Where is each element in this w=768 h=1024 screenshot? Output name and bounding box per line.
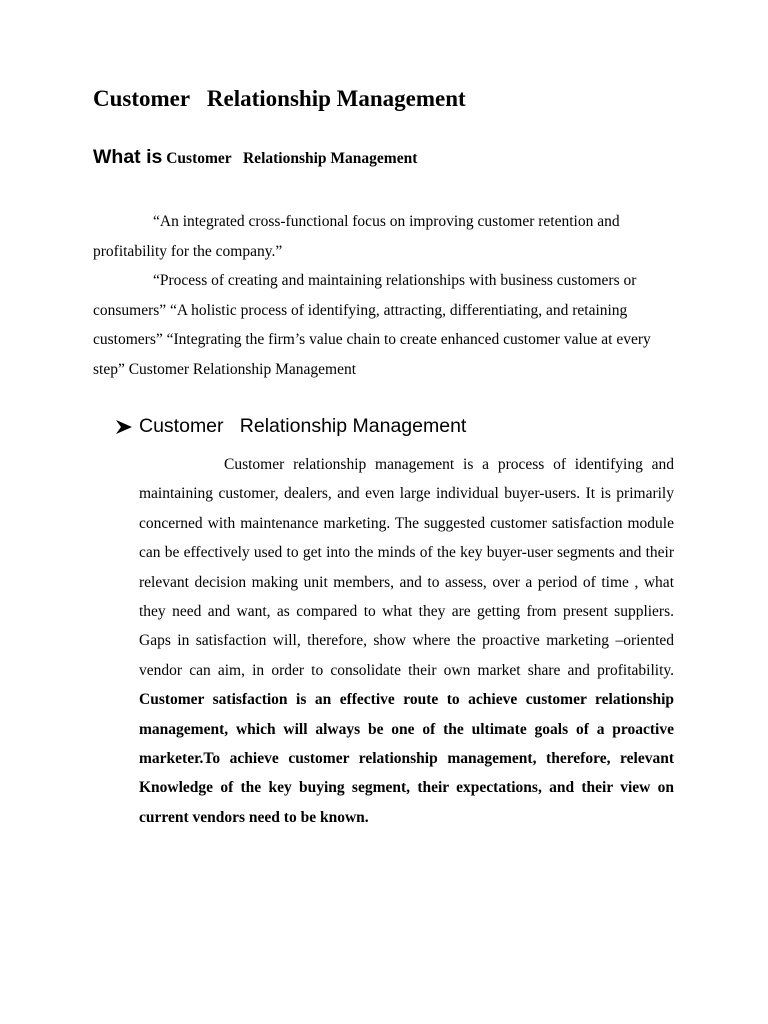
quote-paragraph-2: “Process of creating and maintaining relationships with business customers or consumers” “A holistic process of identifying, attracting, differentiating, and retaining customers” “Integrating the firm’s value chain to create enhanced customer value at every step” Customer Relationship Management bbox=[93, 272, 651, 378]
section-body-text: Customer relationship management is a process of identifying and maintaining customer, dealers, and even large individual buyer-users. It is primarily concerned with maintenance marketing. The suggested customer satisfaction module can be effectively used to get into the minds of the key buyer-user segments and their relevant decision making unit members, and to assess, over a period of time , what they need and want, as compared to what they are getting from present suppliers. Gaps in satisfaction will, therefore, show where the proactive marketing –oriented vendor can aim, in order to consolidate their own market share and profitability. bbox=[139, 456, 674, 679]
subtitle-lead: What is bbox=[93, 146, 163, 168]
subtitle-topic: Customer Relationship Management bbox=[162, 150, 418, 167]
page-title: Customer Relationship Management bbox=[93, 86, 466, 111]
arrow-bullet-icon bbox=[115, 419, 133, 435]
section-body-emphasis: Customer satisfaction is an effective route to achieve customer relationship management, which will always be one of the ultimate goals of a proactive marketer.To achieve customer relationship management, therefore, relevant Knowledge of the key buying segment, their expectations, and their view on current vendors need to be known. bbox=[139, 691, 674, 826]
quote-paragraph-1: “An integrated cross-functional focus on improving customer retention and profitability for the company.” bbox=[93, 213, 620, 260]
section-body bbox=[139, 450, 674, 832]
intro-quotes bbox=[93, 207, 683, 384]
section-heading bbox=[115, 415, 466, 438]
page-subtitle bbox=[93, 143, 417, 170]
section-heading-text: Customer Relationship Management bbox=[139, 415, 467, 437]
